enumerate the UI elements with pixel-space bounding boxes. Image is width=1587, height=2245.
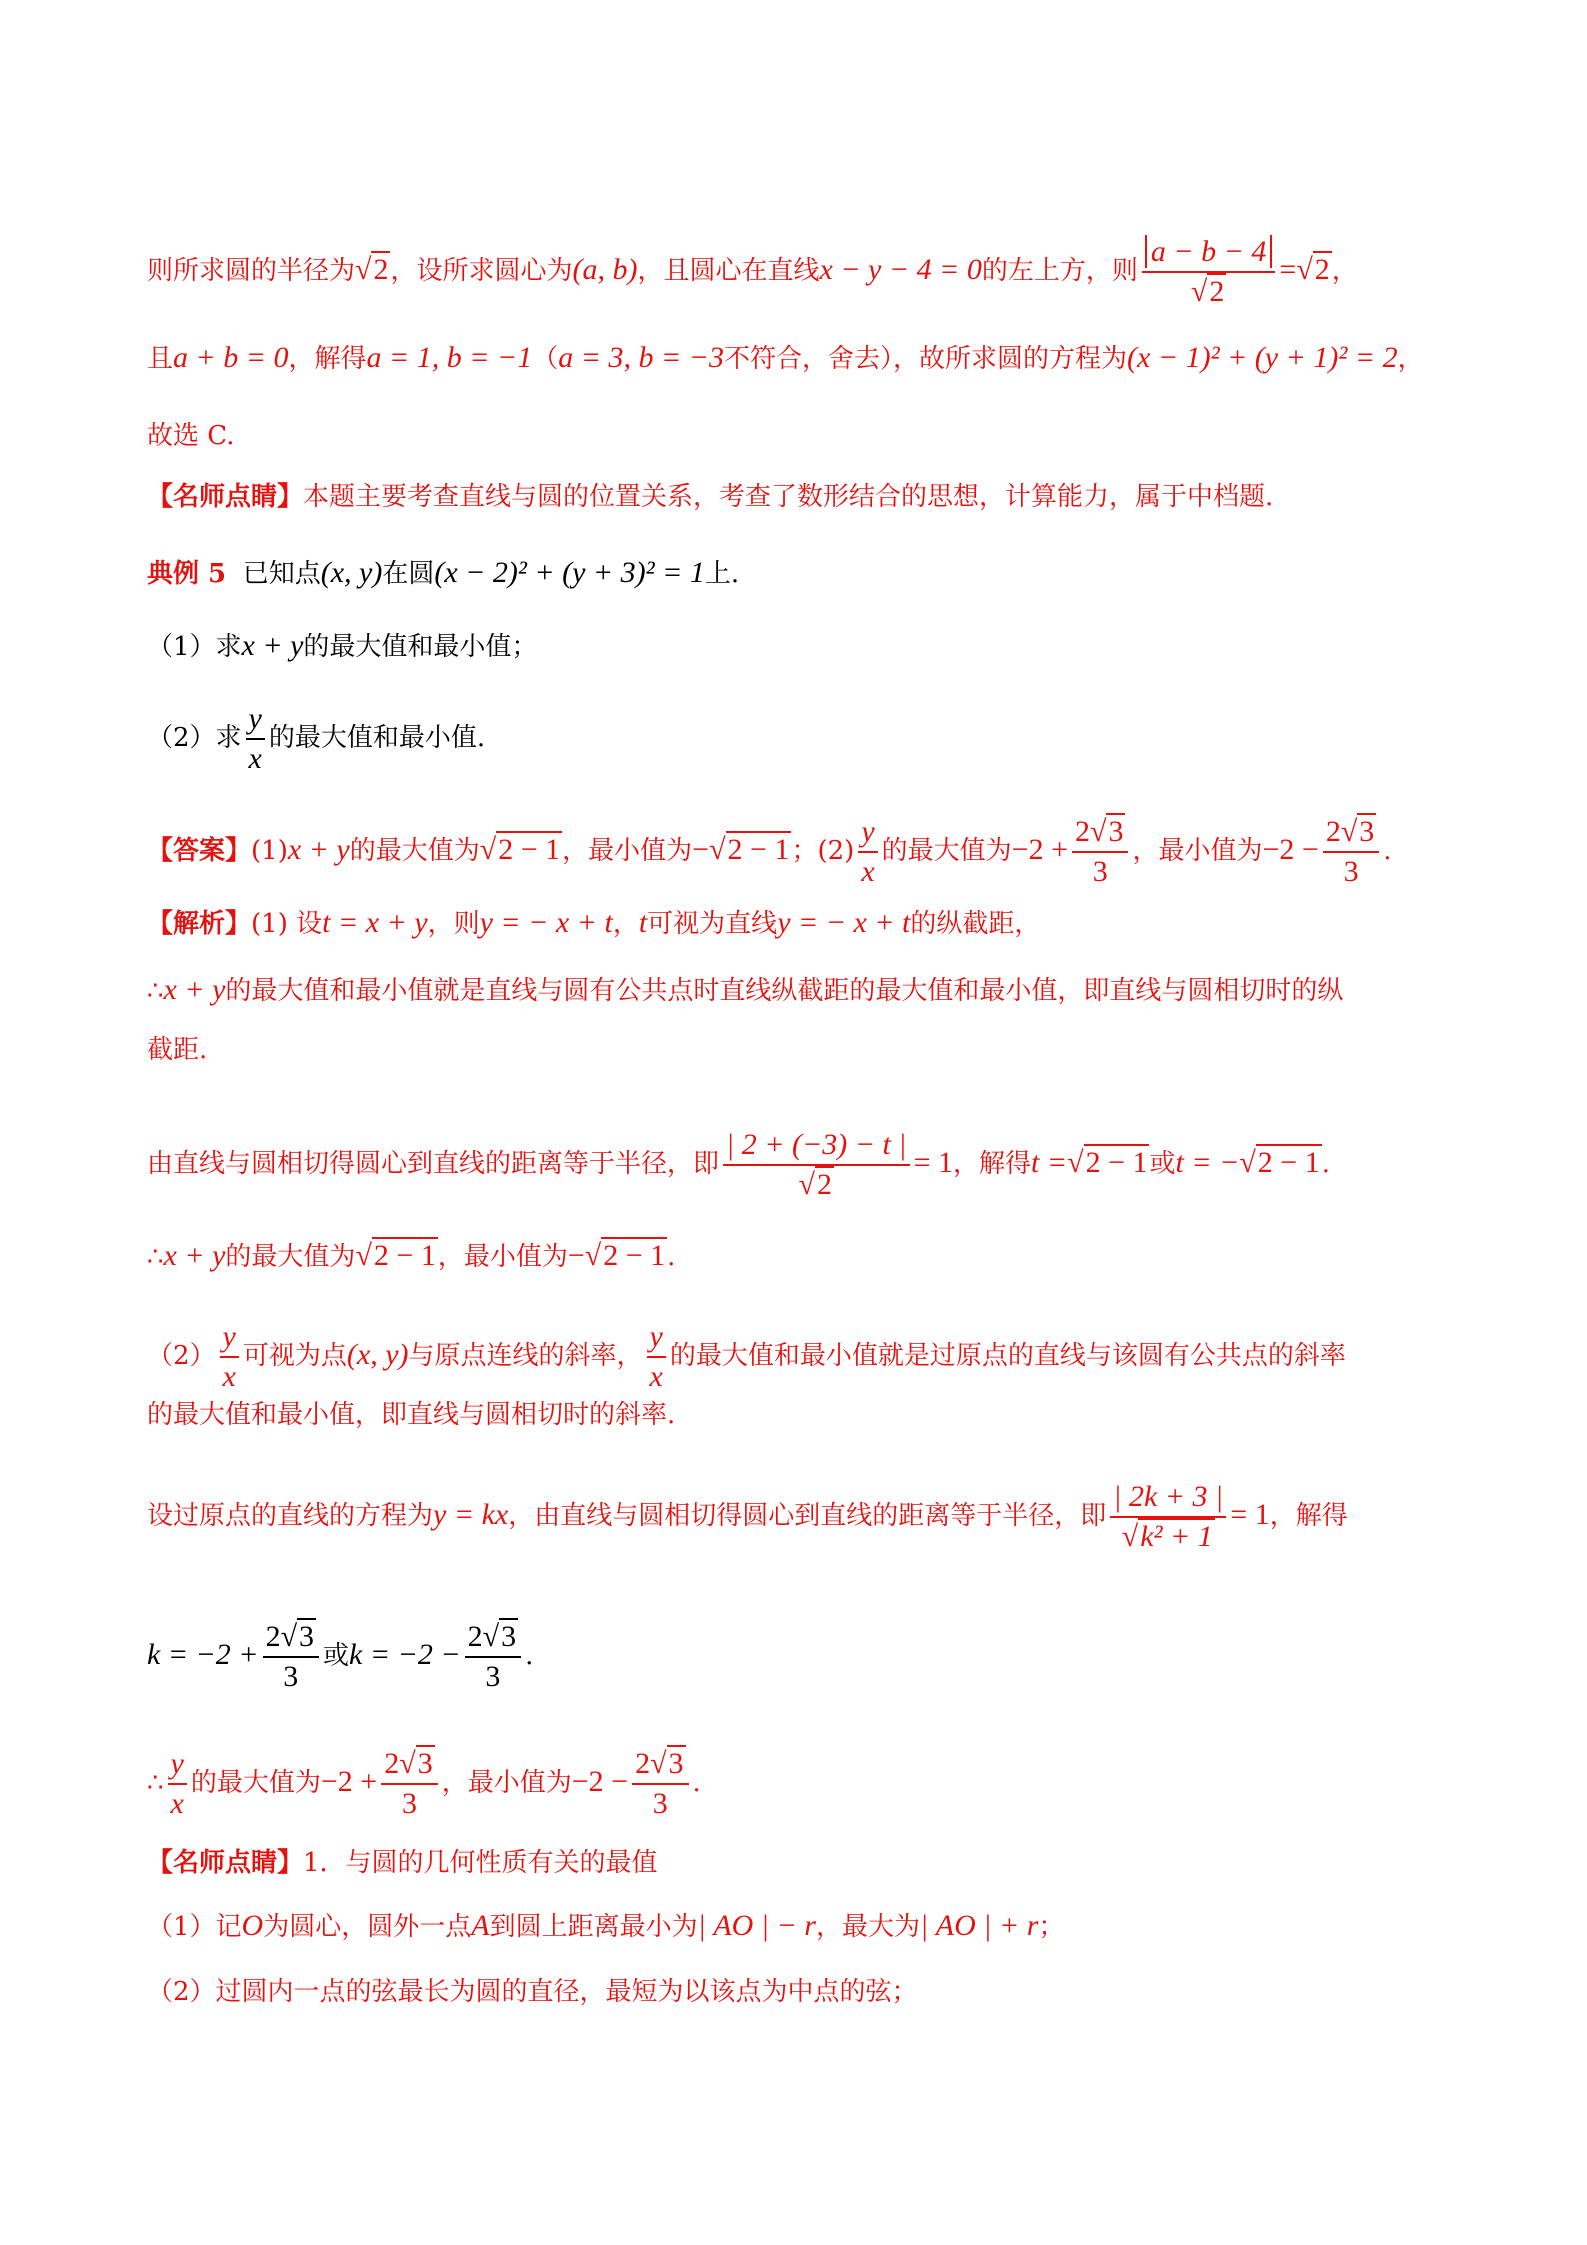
text: 的左上方，则: [981, 256, 1138, 286]
answer-line: 【答案】(1)x + y的最大值为√2 − 1，最小值为−√2 − 1；(2) $\frac{y}{x}$ 的最大值为−2 + $\frac{2√3}{3}$ ，最小值为−2 − $\frac{2√3}{3}$ .: [147, 813, 1447, 891]
fraction: $\frac{2√3}{3}$: [1323, 813, 1379, 891]
math: (x − 1)² + (y + 1)² = 2: [1127, 341, 1398, 374]
math: (x, y): [346, 1338, 409, 1371]
math: =: [1279, 253, 1297, 286]
text: ；(2): [791, 836, 855, 866]
fraction: $\frac{y}{x}$: [220, 1318, 239, 1396]
analysis-text-3: ∴x + y的最大值为√2 − 1，最小值为−√2 − 1.: [147, 1239, 676, 1272]
math: t = x + y: [322, 906, 428, 939]
text: 1．与圆的几何性质有关的最值: [303, 1848, 658, 1878]
text: .: [692, 1768, 701, 1798]
text: 的纵截距，: [910, 909, 1041, 939]
math: a + b = 0: [173, 341, 289, 374]
math: (x − 2)² + (y + 3)² = 1: [434, 556, 705, 589]
math: −2 +: [1011, 833, 1068, 866]
math: x + y: [241, 629, 304, 662]
analysis-text-1b: 截距.: [147, 1035, 208, 1065]
fraction: $\frac{y}{x}$: [246, 700, 265, 778]
text: ∴: [147, 1242, 164, 1272]
text: 的最大值为: [225, 1242, 356, 1272]
fraction: $\frac{y}{x}$: [858, 813, 877, 891]
text: 的最大值和最小值.: [268, 723, 486, 753]
fraction: $\frac{2√3}{3}$: [1072, 813, 1128, 891]
text: 本题主要考查直线与圆的位置关系，考查了数形结合的思想，计算能力，属于中档题.: [303, 482, 1274, 512]
text: 的最大值为: [190, 1768, 321, 1798]
text: ，最小值为: [441, 1768, 572, 1798]
text: 的最大值为: [349, 836, 480, 866]
text: 且: [147, 344, 174, 374]
text: ，解得: [1269, 1501, 1348, 1531]
text: 可视为直线: [647, 909, 778, 939]
math: 2: [1314, 253, 1330, 286]
math: x − y − 4 = 0: [819, 253, 982, 286]
math: x + y: [287, 833, 350, 866]
math: −2 −: [1262, 833, 1319, 866]
text: ，则: [427, 909, 480, 939]
text: ，最小值为: [562, 836, 693, 866]
text: ，且圆心在直线: [637, 256, 820, 286]
math: a = 3, b = −3: [558, 341, 725, 374]
rule-2: （2）过圆内一点的弦最长为圆的直径，最短为以该点为中点的弦；: [147, 1977, 918, 2007]
text: .: [1321, 1149, 1330, 1179]
math: y = kx: [433, 1498, 509, 1531]
text: ，最大为: [815, 1912, 920, 1942]
text: 则所求圆的半径为: [147, 256, 356, 286]
text: 的最大值和最小值就是直线与圆有公共点时直线纵截距的最大值和最小值，即直线与圆相切时的纵: [225, 976, 1344, 1006]
text: .: [667, 1242, 676, 1272]
math: 2: [1209, 275, 1225, 308]
question-2: [147, 700, 1447, 778]
analysis-part2b: 的最大值和最小值，即直线与圆相切时的斜率.: [147, 1400, 676, 1430]
text: ∴: [147, 976, 164, 1006]
analysis-text-2: 由直线与圆相切得圆心到直线的距离等于半径，即 $\frac{| 2 + (-3) - t |}{√2}$ = 1，解得t =√2 − 1或t = −√2 − 1.: [147, 1126, 1447, 1204]
math: y = − x + t: [777, 906, 911, 939]
math: t =: [1031, 1146, 1068, 1179]
fraction: $\frac{y}{x}$: [168, 1745, 187, 1823]
math: 2 − 1: [727, 833, 790, 866]
fraction: $\frac{| 2k + 3 |}{\text{√k² + 1}}$: [1110, 1478, 1226, 1556]
math: t: [638, 906, 648, 939]
text: (1): [251, 836, 288, 866]
math: k = −2 +: [147, 1638, 259, 1671]
analysis-conclusion: ∴ $\frac{y}{x}$ 的最大值为−2 + $\frac{2√3}{3}$ ，最小值为−2 − $\frac{2√3}{3}$ .: [147, 1745, 1447, 1823]
text: .: [1383, 836, 1392, 866]
fraction: $\frac{2√3}{3}$: [263, 1618, 319, 1696]
text: 在圆: [382, 559, 435, 589]
text: 的最大值和最小值；: [303, 632, 538, 662]
text: 到圆上距离最小为: [489, 1912, 698, 1942]
math: = 1: [913, 1146, 953, 1179]
math: k = −2 −: [349, 1638, 461, 1671]
example-heading: [147, 553, 1447, 594]
example-tag: 典例 5: [147, 559, 227, 589]
text: （2）: [147, 1341, 216, 1371]
tip-paragraph-2: [147, 1843, 1447, 1883]
analysis-text-1: [147, 970, 1447, 1011]
analysis-part2: [147, 1318, 1447, 1396]
text: 由直线与圆相切得圆心到直线的距离等于半径，即: [147, 1149, 720, 1179]
fraction: $\frac{a - b - 4}{√2}$: [1142, 233, 1276, 311]
text: ，解得: [952, 1149, 1031, 1179]
rule-1: （1）记O为圆心，圆外一点A到圆上距离最小为| AO | − r，最大为| AO | + r；: [147, 1909, 1065, 1942]
analysis-k-values: [147, 1618, 1447, 1696]
answer-tag: 【答案】: [147, 836, 252, 866]
text: 已知点: [242, 559, 321, 589]
text: .: [525, 1641, 534, 1671]
tip-tag: 【名师点睛】: [147, 482, 304, 512]
text: （2）求: [147, 723, 242, 753]
math: x + y: [163, 1239, 226, 1272]
math: 2 − 1: [498, 833, 561, 866]
text: （1）求: [147, 632, 242, 662]
line-solve: [147, 338, 1447, 379]
text: 可视为点: [242, 1341, 347, 1371]
text: 上.: [704, 559, 740, 589]
text: ，由直线与圆相切得圆心到直线的距离等于半径，即: [508, 1501, 1107, 1531]
text: 的最大值为: [881, 836, 1012, 866]
analysis-line: [147, 903, 1447, 944]
text: ，设所求圆心为: [390, 256, 573, 286]
line-radius-center: 则所求圆的半径为√2，设所求圆心为(a, b)，且圆心在直线x − y − 4 = 0的左上方，则 $\frac{a - b - 4}{√2}$ =√2，: [147, 233, 1447, 311]
text: ∴: [147, 1768, 164, 1798]
text: ，: [1397, 344, 1424, 374]
math: a = 1, b = −1: [366, 341, 533, 374]
tip-tag: 【名师点睛】: [147, 1848, 304, 1878]
text: 为圆心，圆外一点: [263, 1912, 472, 1942]
math: x + y: [163, 973, 226, 1006]
math: a − b − 4: [1145, 235, 1273, 268]
math: (x, y): [320, 556, 383, 589]
fraction: $\frac{y}{x}$: [647, 1318, 666, 1396]
text: ，: [1331, 256, 1358, 286]
text: 或: [1149, 1149, 1176, 1179]
fraction: $\frac{2√3}{3}$: [465, 1618, 521, 1696]
math: y = − x + t: [479, 906, 613, 939]
text: 或: [323, 1641, 350, 1671]
text: 不符合，舍去），故所求圆的方程为: [724, 344, 1128, 374]
fraction: $\frac{| 2 + (-3) - t |}{√2}$: [723, 1126, 910, 1204]
text: 设过原点的直线的方程为: [147, 1501, 434, 1531]
math: −: [692, 833, 710, 866]
text: ，最小值为: [437, 1242, 568, 1272]
text: (1) 设: [251, 909, 323, 939]
analysis-part3: 设过原点的直线的方程为y = kx，由直线与圆相切得圆心到直线的距离等于半径，即 $\frac{| 2k + 3 |}{\text{√k² + 1}}$ = 1，解得: [147, 1478, 1447, 1556]
math: t = −: [1175, 1146, 1240, 1179]
fraction: $\frac{2√3}{3}$: [632, 1745, 688, 1823]
text: ，: [612, 909, 639, 939]
fraction: $\frac{2√3}{3}$: [381, 1745, 437, 1823]
question-1: [147, 626, 1447, 667]
text: 的最大值和最小值就是过原点的直线与该圆有公共点的斜率: [669, 1341, 1346, 1371]
tip-paragraph: [147, 477, 1447, 517]
text: ；: [1038, 1912, 1065, 1942]
analysis-tag: 【解析】: [147, 909, 252, 939]
math: (a, b): [572, 253, 638, 286]
text: （: [532, 344, 559, 374]
text: ，解得: [288, 344, 367, 374]
text: ，最小值为: [1132, 836, 1263, 866]
math: 2: [373, 253, 389, 286]
line-choose-c: 故选 C.: [147, 421, 235, 451]
text: （1）记: [147, 1912, 242, 1942]
text: 与原点连线的斜率，: [408, 1341, 643, 1371]
